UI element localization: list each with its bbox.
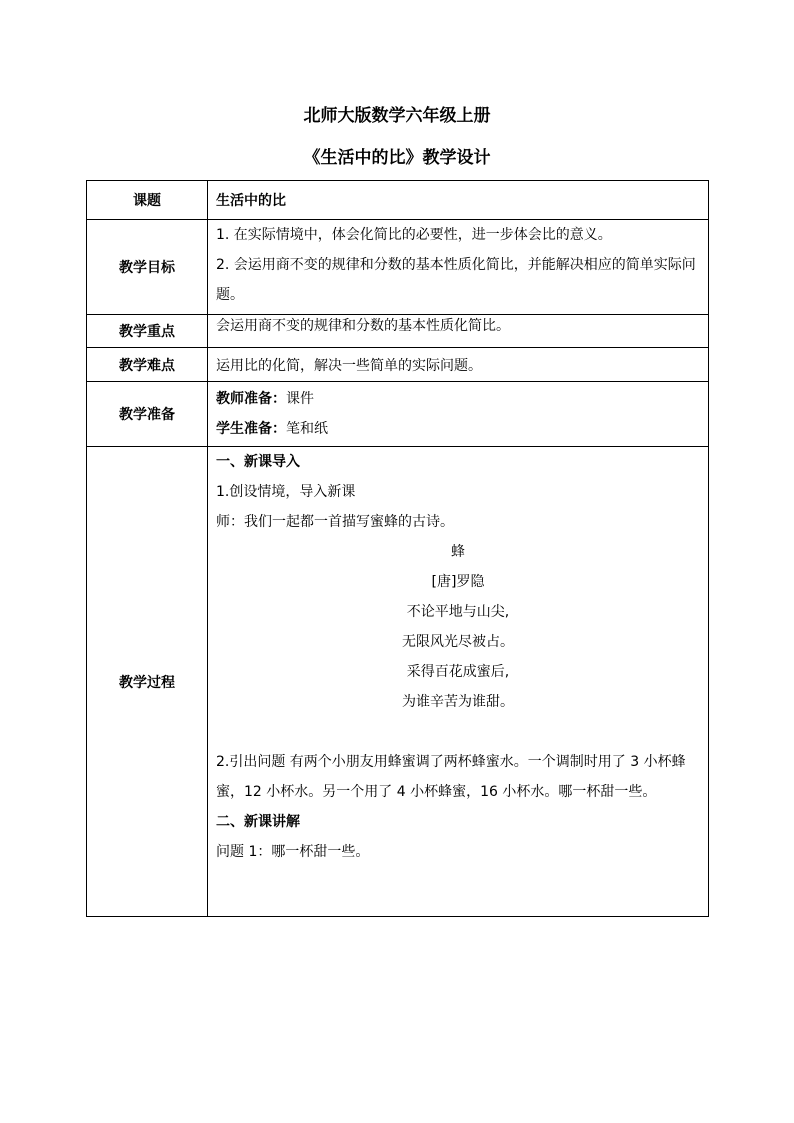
teacher-preparation-label: 教师准备：	[216, 391, 286, 407]
preparation-label: 教学准备	[87, 382, 208, 447]
key-point-label: 教学重点	[87, 315, 208, 348]
teacher-preparation	[216, 384, 700, 414]
key-point-cell	[208, 315, 709, 348]
topic-cell	[208, 181, 709, 220]
goal-item-1: 1. 在实际情境中，体会化简比的必要性，进一步体会比的意义。	[216, 227, 612, 243]
lesson-plan-table	[86, 180, 709, 917]
key-point-value: 会运用商不变的规律和分数的基本性质化简比。	[216, 318, 510, 334]
poem-line-3: 采得百花成蜜后,	[406, 664, 510, 680]
step-2: 2.引出问题 有两个小朋友用蜂蜜调了两杯蜂蜜水。一个调制时用了 3 小杯蜂蜜，12 小杯水。另一个用了 4 小杯蜂蜜，16 小杯水。哪一杯甜一些。	[216, 754, 686, 800]
teacher-preparation-value: 课件	[286, 391, 314, 407]
student-preparation-label: 学生准备：	[216, 421, 286, 437]
difficulty-value: 运用比的化简，解决一些简单的实际问题。	[216, 357, 482, 374]
table-row-topic	[87, 181, 709, 220]
preparation-cell	[208, 382, 709, 447]
goal-item-2: 2. 会运用商不变的规律和分数的基本性质化简比，并能解决相应的简单实际问题。	[216, 257, 696, 303]
topic-label: 课题	[87, 181, 208, 220]
poem-title: 蜂	[451, 544, 465, 560]
goals-label: 教学目标	[87, 220, 208, 315]
section-heading-intro: 一、新课导入	[216, 454, 300, 470]
difficulty-label: 教学难点	[87, 348, 208, 382]
document-title: 北师大版数学六年级上册	[303, 106, 491, 126]
difficulty-cell	[208, 348, 709, 382]
section-heading-new-lesson: 二、新课讲解	[216, 814, 300, 830]
table-row-difficulty	[87, 348, 709, 382]
table-row-preparation	[87, 382, 709, 447]
topic-value: 生活中的比	[216, 193, 286, 209]
poem-author: [唐]罗隐	[431, 574, 485, 590]
poem-line-2: 无限风光尽被占。	[402, 634, 514, 650]
table-row-goals	[87, 220, 709, 315]
process-label: 教学过程	[87, 447, 208, 917]
process-cell	[208, 447, 709, 917]
document-subtitle: 《生活中的比》教学设计	[303, 148, 491, 168]
student-preparation	[216, 414, 700, 444]
blank-line	[216, 717, 700, 747]
poem-line-1: 不论平地与山尖,	[406, 604, 510, 620]
table-row-process	[87, 447, 709, 917]
table-row-key-point	[87, 315, 709, 348]
student-preparation-value: 笔和纸	[286, 421, 328, 437]
goals-cell	[208, 220, 709, 315]
step-1: 1.创设情境，导入新课	[216, 484, 356, 500]
teacher-line: 师：我们一起都一首描写蜜蜂的古诗。	[216, 514, 454, 530]
poem-line-4: 为谁辛苦为谁甜。	[402, 694, 514, 710]
question-1: 问题 1：哪一杯甜一些。	[216, 844, 370, 860]
